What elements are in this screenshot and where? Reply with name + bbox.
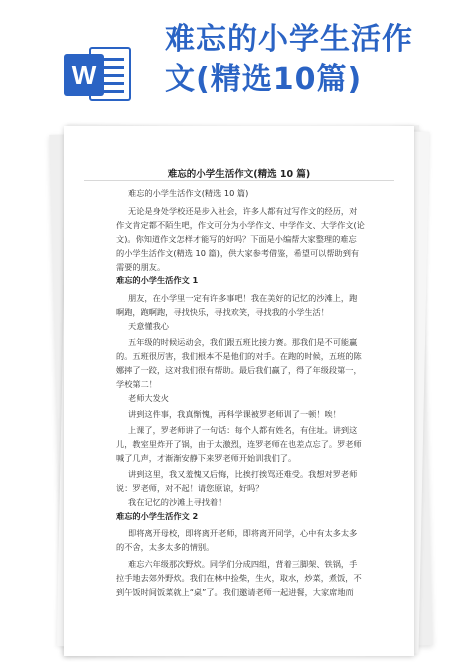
doc-line: 文)。你知道作文怎样才能写的好吗？下面是小编帮大家整理的难忘 (116, 234, 357, 244)
doc-line: 的小学生活作文(精选 10 篇)，供大家参考借鉴，希望可以帮助到有 (116, 248, 360, 258)
doc-line: 拉手地去郊外野炊。我们在林中捡柴，生火，取水，炒菜，煮饭，不 (116, 573, 362, 583)
doc-line: 说：罗老师，对不起！请您原谅，好吗？ (116, 483, 264, 493)
doc-line: 学校第二！ (116, 379, 157, 389)
banner (0, 0, 474, 120)
word-logo-icon (62, 38, 134, 110)
doc-line: 儿，教室里炸开了锅，由于太激烈，连罗老师在也差点忘了。罗老师 (116, 439, 362, 449)
document-page (64, 126, 414, 656)
doc-line: 五年级的时候运动会，我们跟五班比接力赛。那我们是不可能赢 (128, 337, 358, 347)
doc-line: 讲到这里，我又羞愧又后悔，比挨打挨骂还难受。我想对罗老师 (128, 469, 358, 479)
doc-line: 需要的朋友。 (116, 262, 166, 272)
doc-line: 讲到这件事，我真惭愧，再科学课被罗老师训了一顿！唉！ (128, 409, 341, 419)
document-title: 难忘的小学生活作文(精选 10 篇) (167, 169, 311, 180)
doc-line: 朋友，在小学里一定有许多事吧！我在美好的记忆的沙滩上，跑 (128, 293, 358, 303)
doc-line: 上课了，罗老师讲了一句话：每个人都有姓名，有住址。讲到这 (128, 425, 358, 435)
doc-line: 的。五班很厉害，我们根本不是他们的对手。在跑的时候，五班的陈 (116, 351, 362, 361)
doc-line: 即将离开母校，即将离开老师，即将离开同学，心中有太多太多 (128, 528, 358, 538)
title-divider (84, 180, 394, 181)
doc-line: 喊了几声，才渐渐安静下来罗老师开始训我们了。 (116, 453, 297, 463)
doc-line: 我在记忆的沙滩上寻找着！ (128, 497, 227, 507)
banner-title-line-1: 难忘的小学生活作 (165, 22, 413, 57)
doc-line: 娜摔了一跤，这对我们很有帮助。最后我们赢了，得了年级段第一， (116, 365, 362, 375)
doc-line: 啊跑，跑啊跑，寻找快乐，寻找欢笑，寻找我的小学生活！ (116, 307, 329, 317)
doc-line: 老师大发火 (128, 393, 169, 403)
section-heading: 难忘的小学生活作文 1 (116, 275, 199, 285)
doc-line: 到午饭时间饭菜就上“桌”了。我们邀请老师一起进餐，大家席地而 (116, 587, 354, 597)
section-heading: 难忘的小学生活作文 2 (116, 511, 199, 521)
doc-line: 的不舍，太多太多的情别。 (116, 542, 215, 552)
banner-title-line-2: 文(精选10篇) (165, 62, 363, 97)
svg-text:W: W (71, 60, 97, 90)
doc-line: 难忘六年级那次野炊。同学们分成四组，背着三脚架、铁锅，手 (128, 559, 358, 569)
doc-line: 天意懂我心 (128, 321, 169, 331)
doc-line: 作文肯定都不陌生吧，作文可分为小学作文、中学作文、大学作文(论 (116, 220, 365, 230)
doc-line: 难忘的小学生活作文(精选 10 篇) (128, 188, 249, 198)
doc-line: 无论是身处学校还是步入社会，许多人都有过写作文的经历，对 (128, 206, 358, 216)
